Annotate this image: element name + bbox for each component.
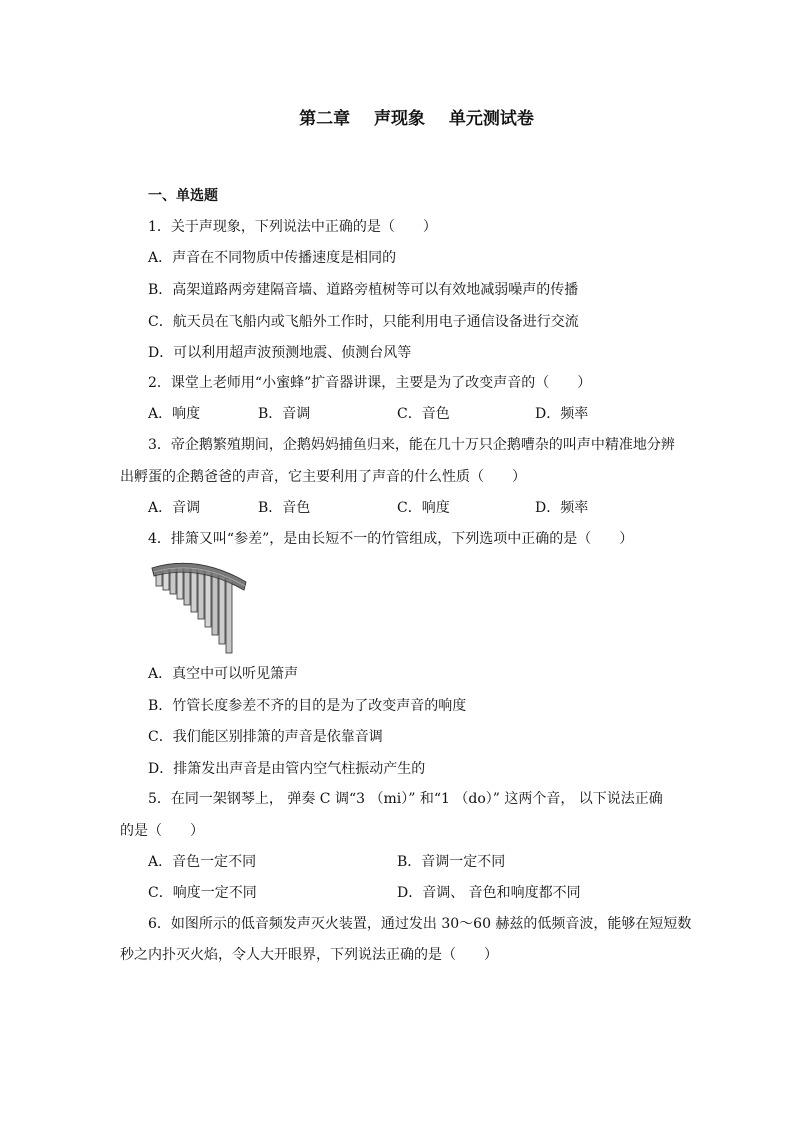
q3-option-d: D．频率 bbox=[535, 500, 589, 516]
q2-stem: 2．课堂上老师用“小蜜蜂”扩音器讲课，主要是为了改变声音的（ ） bbox=[148, 375, 592, 391]
q6-stem-line2: 秒之内扑灭火焰，令人大开眼界，下列说法正确的是（ ） bbox=[120, 947, 498, 963]
q5-option-a: A．音色一定不同 bbox=[148, 854, 257, 870]
section-heading: 一、单选题 bbox=[148, 188, 218, 204]
q4-option-d: D．排箫发出声音是由管内空气柱振动产生的 bbox=[148, 761, 426, 777]
q5-stem-line1: 5．在同一架钢琴上， 弹奏 C 调“3 （mi）” 和“1 （do）” 这两个音， 以下说法正确 bbox=[148, 791, 663, 807]
q4-option-a: A．真空中可以听见箫声 bbox=[148, 666, 299, 682]
q2-option-a: A．响度 bbox=[148, 406, 201, 422]
q5-option-b: B．音调一定不同 bbox=[397, 854, 506, 870]
q4-option-b: B．竹管长度参差不齐的目的是为了改变声音的响度 bbox=[148, 698, 467, 714]
q3-option-c: C．响度 bbox=[397, 500, 450, 516]
q5-stem-line2: 的是（ ） bbox=[120, 823, 204, 839]
q1-option-c: C．航天员在飞船内或飞船外工作时，只能利用电子通信设备进行交流 bbox=[148, 314, 579, 330]
title-topic: 声现象 bbox=[374, 109, 425, 129]
q5-option-c: C．响度一定不同 bbox=[148, 885, 257, 901]
q3-option-a: A．音调 bbox=[148, 500, 201, 516]
panpipe-figure bbox=[148, 556, 248, 656]
q2-option-c: C．音色 bbox=[397, 406, 450, 422]
q2-option-b: B．音调 bbox=[258, 406, 311, 422]
q3-stem-line2: 出孵蛋的企鹅爸爸的声音，它主要利用了声音的什么性质（ ） bbox=[120, 469, 526, 485]
q1-option-b: B．高架道路两旁建隔音墙、道路旁植树等可以有效地减弱噪声的传播 bbox=[148, 282, 579, 298]
q1-option-d: D．可以利用超声波预测地震、侦测台风等 bbox=[148, 345, 412, 361]
q3-option-b: B．音色 bbox=[258, 500, 311, 516]
q4-stem: 4．排箫又叫“参差”，是由长短不一的竹管组成，下列选项中正确的是（ ） bbox=[148, 531, 634, 547]
title-test: 单元测试卷 bbox=[448, 109, 534, 129]
q4-option-c: C．我们能区别排箫的声音是依靠音调 bbox=[148, 729, 383, 745]
page-title bbox=[0, 104, 793, 129]
q6-stem-line1: 6．如图所示的低音频发声灭火装置，通过发出 30～60 赫兹的低频音波，能够在短短数 bbox=[148, 916, 692, 932]
q5-option-d: D．音调、 音色和响度都不同 bbox=[397, 885, 581, 901]
q3-stem-line1: 3．帝企鹅繁殖期间，企鹅妈妈捕鱼归来，能在几十万只企鹅嘈杂的叫声中精准地分辨 bbox=[148, 437, 675, 453]
title-chapter: 第二章 bbox=[299, 109, 351, 129]
q1-option-a: A．声音在不同物质中传播速度是相同的 bbox=[148, 250, 397, 266]
q2-option-d: D．频率 bbox=[535, 406, 589, 422]
q1-stem: 1．关于声现象，下列说法中正确的是（ ） bbox=[148, 219, 437, 235]
